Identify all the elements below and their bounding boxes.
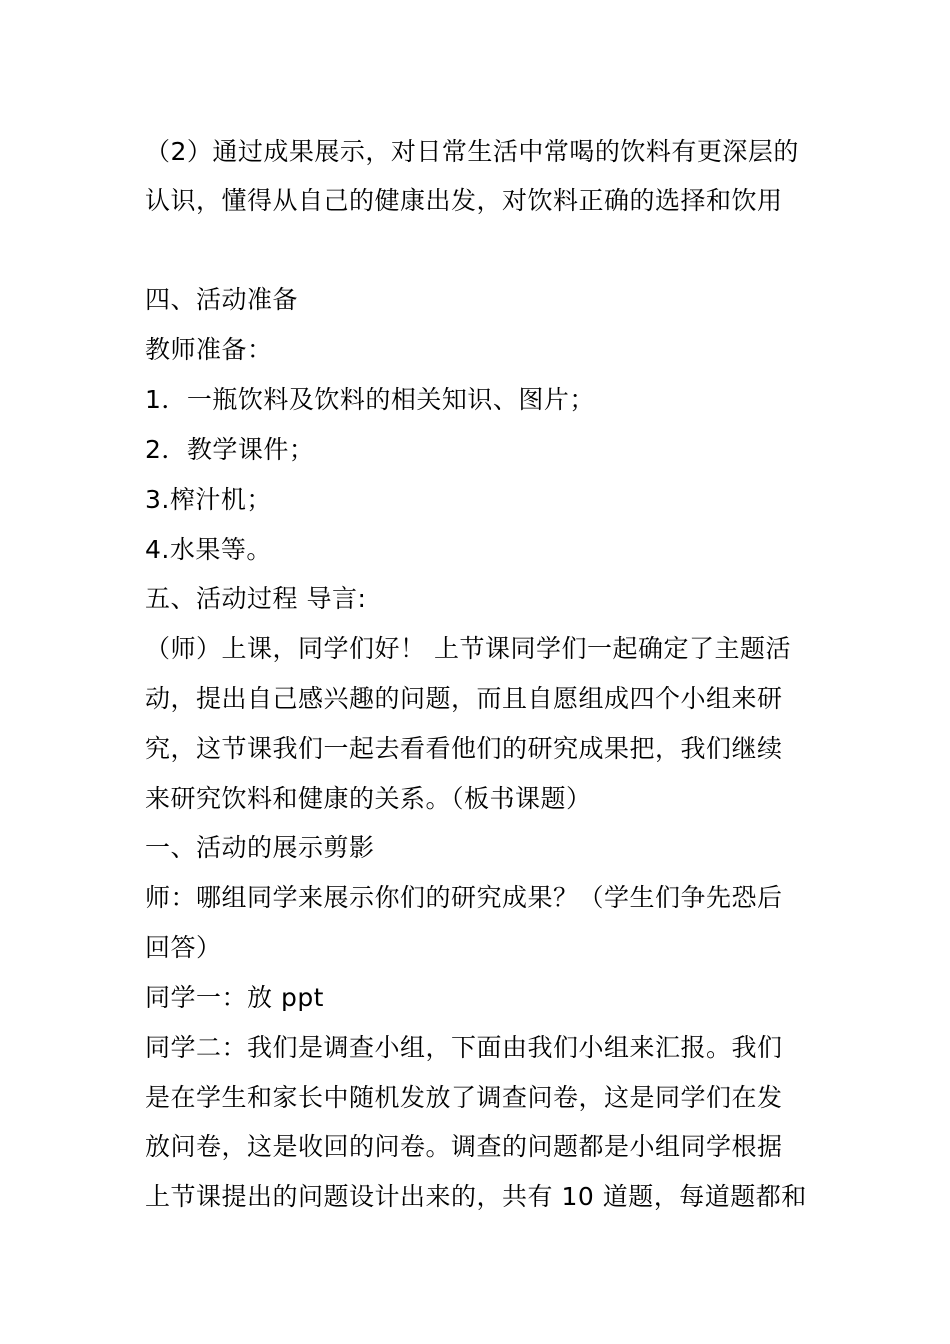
- list-item: 4.水果等。: [145, 535, 272, 564]
- paragraph-line: 究，这节课我们一起去看看他们的研究成果把，我们继续: [145, 734, 783, 763]
- paragraph-line: 是在学生和家长中随机发放了调查问卷，这是同学们在发: [145, 1083, 783, 1112]
- list-item: 2．教学课件；: [145, 435, 315, 464]
- section-heading: 五、活动过程 导言:: [145, 584, 367, 613]
- paragraph-line: 师：哪组同学来展示你们的研究成果？（学生们争先恐后: [145, 883, 783, 912]
- section-heading: 一、活动的展示剪影: [145, 833, 375, 862]
- paragraph-line: （2）通过成果展示，对日常生活中常喝的饮料有更深层的: [145, 137, 799, 166]
- paragraph-line: 上节课提出的问题设计出来的，共有 10 道题，每道题都和: [145, 1182, 807, 1211]
- paragraph-line: 同学一：放 ppt: [145, 983, 324, 1012]
- list-item: 3.榨汁机；: [145, 485, 272, 514]
- paragraph-line: 认识，懂得从自己的健康出发，对饮料正确的选择和饮用: [145, 186, 783, 215]
- paragraph-line: （师）上课，同学们好！ 上节课同学们一起确定了主题活: [145, 634, 791, 663]
- list-item: 1．一瓶饮料及饮料的相关知识、图片；: [145, 385, 595, 414]
- paragraph-line: 动，提出自己感兴趣的问题，而且自愿组成四个小组来研: [145, 684, 783, 713]
- paragraph-line: 放问卷，这是收回的问卷。调查的问题都是小组同学根据: [145, 1132, 783, 1161]
- paragraph-line: 回答）: [145, 933, 222, 962]
- subheading: 教师准备：: [145, 335, 273, 364]
- section-heading: 四、活动准备: [145, 285, 299, 314]
- paragraph-line: 来研究饮料和健康的关系。（板书课题）: [145, 784, 592, 813]
- paragraph-line: 同学二：我们是调查小组，下面由我们小组来汇报。我们: [145, 1033, 783, 1062]
